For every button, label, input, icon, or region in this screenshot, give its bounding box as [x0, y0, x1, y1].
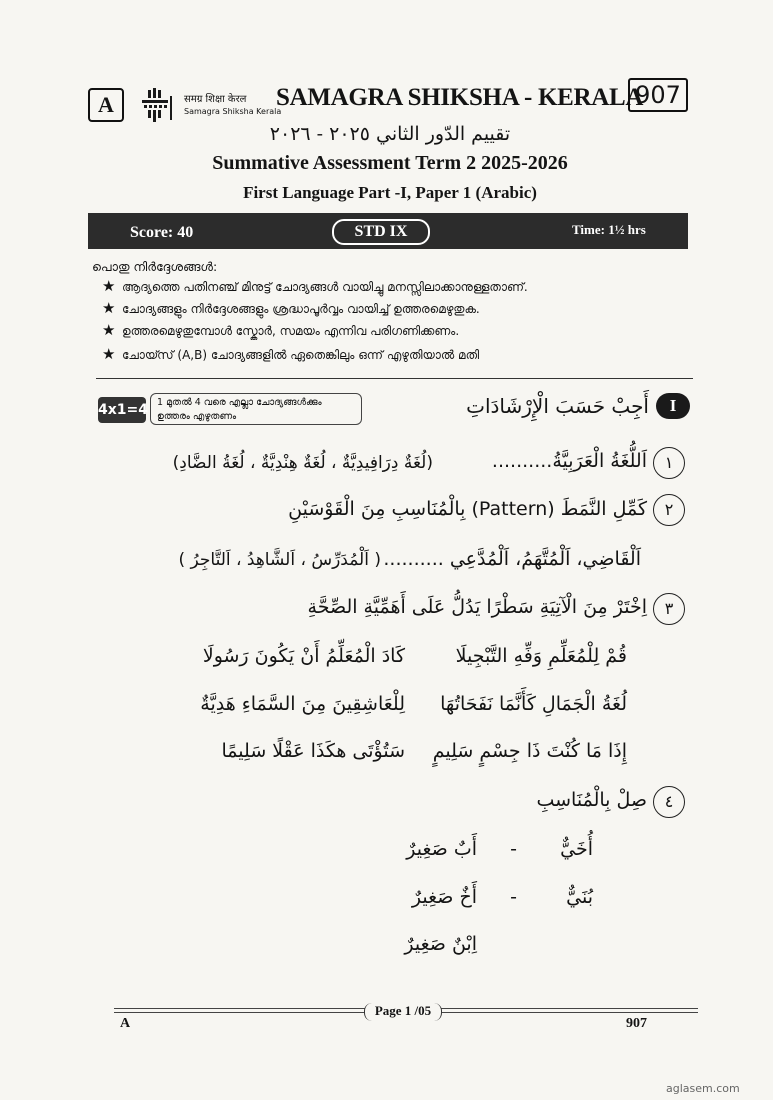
- match-dash: -: [510, 886, 517, 908]
- logo-hindi-text: समग्र शिक्षा केरल: [184, 94, 247, 105]
- set-code-box: A: [88, 88, 124, 122]
- match-right-item: بُنَيٌّ: [566, 886, 593, 908]
- star-icon: ★: [102, 345, 116, 363]
- score-label: Score: 40: [130, 224, 194, 241]
- standard-badge: STD IX: [332, 219, 430, 245]
- question-options: ( اَلْمُدَرِّسُ ، اَلشَّاهِدُ ، اَلتَّاجِرُ ): [178, 550, 381, 570]
- question-text: اِخْتَرْ مِنَ الْآتِيَةِ سَطْرًا يَدُلُّ عَلَى أَهَمِّيَّةِ الصِّحَّةِ: [307, 596, 647, 618]
- question-number: ٤: [653, 786, 685, 818]
- match-left-item: اِبْنٌ صَغِيرٌ: [404, 933, 477, 955]
- instruction-item: ★ ആദ്യത്തെ പതിനഞ്ച് മിനുട്ട് ചോദ്യങ്ങൾ വായിച്ചു മനസ്സിലാക്കാനുള്ളതാണ്.: [102, 277, 528, 295]
- question-text: صِلْ بِالْمُنَاسِبِ: [536, 789, 647, 811]
- logo-english-text: Samagra Shiksha Kerala: [184, 107, 282, 116]
- match-dash: -: [510, 838, 517, 860]
- page-number: Page 1 /05: [364, 1003, 442, 1021]
- pattern-line: اَلْقَاضِي، اَلْمُتَّهَمُ، اَلْمُدَّعِي ..........: [383, 548, 641, 570]
- exam-title: Summative Assessment Term 2 2025-2026: [212, 152, 568, 174]
- section-note: 1 മുതൽ 4 വരെ എല്ലാ ചോദ്യങ്ങൾക്കും ഉത്തരം എഴുതണം: [150, 393, 362, 425]
- instructions-heading: പൊതു നിർദ്ദേശങ്ങൾ:: [92, 259, 218, 274]
- verse-right: لُغَةُ الْجَمَالِ كَأَنَّمَا نَفَحَاتُهَا: [440, 693, 627, 715]
- instruction-item: ★ ചോദ്യങ്ങളും നിർദ്ദേശങ്ങളും ശ്രദ്ധാപൂർവ്വം വായിച്ച് ഉത്തരമെഴുതുക.: [102, 299, 480, 317]
- question-text: كَمِّلِ النَّمَطَ (Pattern) بِالْمُنَاسِبِ مِنَ الْقَوْسَيْنِ: [288, 498, 647, 520]
- verse-left: كَادَ الْمُعَلِّمُ أَنْ يَكُونَ رَسُولَا: [202, 645, 405, 667]
- match-left-item: أَخٌ صَغِيرٌ: [411, 886, 477, 908]
- question-options: (لُغَةٌ دِرَافِيدِيَّةٌ ، لُغَةٌ هِنْدِيَّةٌ ، لُغَةُ الضَّادِ): [172, 453, 433, 473]
- watermark: aglasem.com: [666, 1082, 740, 1095]
- star-icon: ★: [102, 277, 116, 295]
- arabic-exam-title: تقييم الدّور الثاني ٢٠٢٥ - ٢٠٢٦: [269, 123, 511, 145]
- star-icon: ★: [102, 321, 116, 339]
- paper-code-box: 907: [628, 78, 688, 112]
- verse-right: إِذَا مَا كُنْتَ ذَا جِسْمٍ سَلِيمٍ: [432, 740, 627, 762]
- instruction-item: ★ ചോയ്സ് (A,B) ചോദ്യങ്ങളിൽ ഏതെങ്കിലും ഒന്ന് എഴുതിയാൽ മതി: [102, 345, 480, 363]
- star-icon: ★: [102, 299, 116, 317]
- footer-set-code: A: [120, 1016, 131, 1031]
- match-right-item: أُخَيٌّ: [560, 838, 593, 860]
- section-divider: [96, 378, 693, 379]
- subject-title: First Language Part -I, Paper 1 (Arabic): [243, 183, 537, 202]
- match-left-item: أَبٌ صَغِيرٌ: [406, 838, 477, 860]
- marks-badge: 4x1=4: [98, 397, 146, 423]
- organization-title: SAMAGRA SHIKSHA - KERALA: [276, 84, 644, 111]
- question-number: ١: [653, 447, 685, 479]
- verse-right: قُمْ لِلْمُعَلِّمِ وَفِّهِ التَّبْجِيلَا: [455, 645, 627, 667]
- question-number: ٢: [653, 494, 685, 526]
- time-label: Time: 1½ hrs: [572, 222, 646, 237]
- question-text: اَللُّغَةُ الْعَرَبِيَّةُ..........: [491, 450, 647, 472]
- section-number-badge: I: [656, 393, 690, 419]
- section-heading: أَجِبْ حَسَبَ الْإِرْشَادَاتِ: [466, 394, 649, 418]
- instruction-item: ★ ഉത്തരമെഴുതുമ്പോൾ സ്കോർ, സമയം എന്നിവ പരിഗണിക്കണം.: [102, 321, 460, 339]
- verse-left: لِلْعَاشِقِينَ مِنَ السَّمَاءِ هَدِيَّةٌ: [200, 693, 405, 715]
- verse-left: سَتُؤْتَى هكَذَا عَقْلًا سَلِيمًا: [221, 740, 405, 762]
- question-number: ٣: [653, 593, 685, 625]
- footer-paper-code: 907: [626, 1016, 647, 1031]
